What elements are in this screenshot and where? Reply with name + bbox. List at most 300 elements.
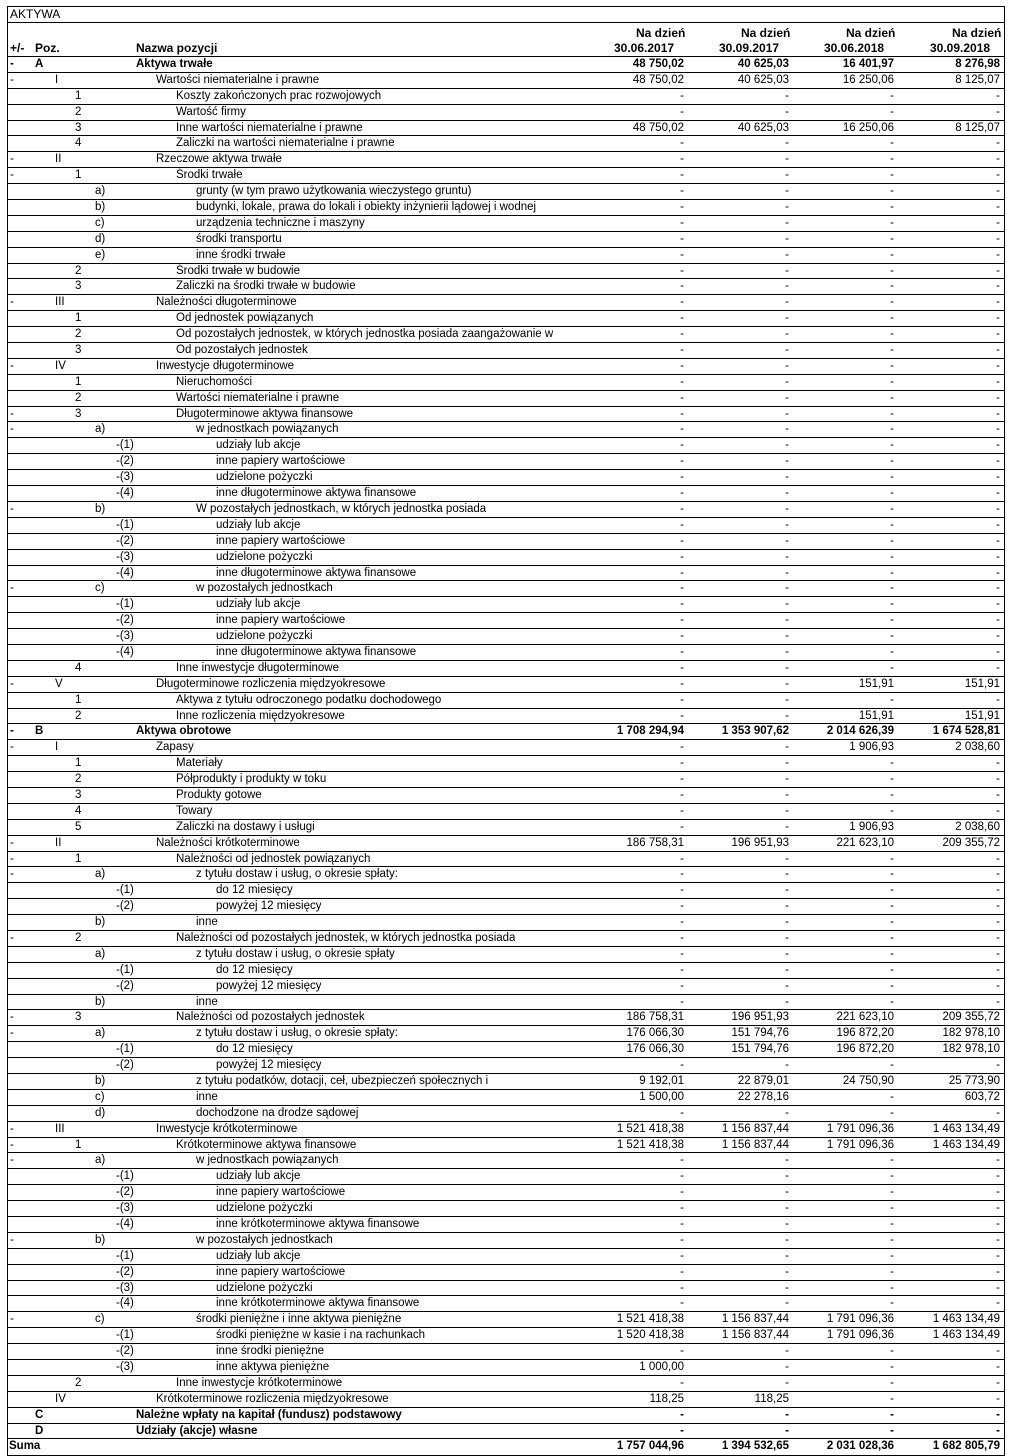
row-name: Należności od jednostek powiązanych [176, 852, 371, 865]
row-position: -(1) [116, 1170, 134, 1183]
row-value-col2: - [785, 868, 789, 881]
row-value-col1: - [680, 455, 684, 468]
row-value-col1: - [680, 1424, 684, 1437]
table-row [8, 1312, 1004, 1328]
row-value-col2: - [785, 1408, 789, 1421]
row-value-col1: 1 520 418,38 [616, 1329, 684, 1342]
table-row [8, 883, 1004, 899]
row-position: b) [95, 1233, 106, 1246]
row-name: Koszty zakończonych prac rozwojowych [176, 89, 382, 102]
row-position: D [35, 1424, 44, 1437]
row-value-col3: - [890, 439, 894, 452]
table-row [8, 375, 1004, 391]
table-row [8, 709, 1004, 725]
row-value-col4: 2 038,60 [955, 820, 1000, 833]
row-value-col2: - [785, 264, 789, 277]
row-name: udziały lub akcje [216, 518, 301, 531]
table-row [8, 979, 1004, 995]
row-value-col3: 151,91 [858, 677, 894, 690]
row-value-col3: - [890, 1376, 894, 1389]
row-value-col3: - [890, 471, 894, 484]
row-value-col3: - [890, 788, 894, 801]
row-value-col1: - [680, 757, 684, 770]
row-value-col1: - [680, 280, 684, 293]
row-position: -(1) [116, 1043, 134, 1056]
row-value-col3: 16 250,06 [842, 121, 894, 134]
row-value-col3: 1 906,93 [849, 820, 894, 833]
row-value-col1: - [680, 820, 684, 833]
row-value-col3: - [890, 248, 894, 261]
row-name: z tytułu dostaw i usług, o okresie spłaty: [196, 1027, 398, 1040]
table-row [8, 566, 1004, 582]
row-value-col2: - [785, 280, 789, 293]
row-value-col1: - [680, 868, 684, 881]
row-name: Zaliczki na środki trwałe w budowie [176, 280, 356, 293]
row-value-col3: - [890, 1424, 894, 1437]
row-name: Rzeczowe aktywa trwałe [156, 153, 282, 166]
row-sign: - [10, 153, 14, 166]
row-value-col3: - [890, 216, 894, 229]
row-value-col3: - [890, 645, 894, 658]
row-sign: - [10, 1027, 14, 1040]
row-value-col4: - [996, 757, 1000, 770]
row-value-col4: - [996, 566, 1000, 579]
row-value-col2: - [785, 344, 789, 357]
row-position: a) [95, 423, 106, 436]
table-row [8, 1296, 1004, 1312]
row-name: Zapasy [156, 741, 194, 754]
row-value-col4: - [996, 280, 1000, 293]
row-value-col1: 1 500,00 [639, 1090, 684, 1103]
table-row [8, 216, 1004, 232]
row-value-col1: - [680, 471, 684, 484]
row-value-col1: - [680, 709, 684, 722]
row-position: -(2) [116, 900, 134, 913]
row-value-col2: - [785, 1424, 789, 1437]
table-row [8, 136, 1004, 152]
row-value-col4: 2 038,60 [955, 741, 1000, 754]
row-value-col4: - [996, 1170, 1000, 1183]
row-value-col1: 1 708 294,94 [616, 725, 684, 738]
table-row [8, 1408, 1004, 1424]
row-value-col4: - [996, 89, 1000, 102]
row-value-col4: - [996, 375, 1000, 388]
row-value-col3: - [890, 534, 894, 547]
row-position: III [55, 296, 65, 309]
table-row [8, 1042, 1004, 1058]
row-position: -(3) [116, 1361, 134, 1374]
row-position: -(1) [116, 598, 134, 611]
table-row [8, 963, 1004, 979]
row-value-col2: - [785, 153, 789, 166]
row-value-col4: - [996, 900, 1000, 913]
row-value-col3: - [890, 884, 894, 897]
row-value-col3: 1 791 096,36 [826, 1313, 894, 1326]
row-value-col3: - [890, 423, 894, 436]
row-value-col1: - [680, 916, 684, 929]
row-value-col4: 8 125,07 [955, 73, 1000, 86]
row-value-col2: 40 625,03 [737, 121, 789, 134]
row-value-col4: - [996, 312, 1000, 325]
row-value-col2: - [785, 741, 789, 754]
row-value-col4: - [996, 645, 1000, 658]
row-value-col1: - [680, 614, 684, 627]
row-value-col2: - [785, 1249, 789, 1262]
row-position: -(1) [116, 1249, 134, 1262]
row-position: a) [95, 868, 106, 881]
row-value-col4: - [996, 328, 1000, 341]
row-position: -(4) [116, 487, 134, 500]
table-row [8, 613, 1004, 629]
row-name: Krótkoterminowe rozliczenia międzyokresowe [156, 1392, 389, 1405]
row-value-col2: - [785, 550, 789, 563]
row-value-col3: - [890, 105, 894, 118]
row-value-col3: 196 872,20 [836, 1043, 894, 1056]
row-value-col2: 40 625,03 [737, 58, 789, 70]
row-value-col1: 1 521 418,38 [616, 1313, 684, 1326]
row-value-col4: - [996, 788, 1000, 801]
row-name: środki pieniężne i inne aktywa pieniężne [196, 1313, 402, 1326]
row-value-col2: - [785, 677, 789, 690]
row-sign: - [10, 296, 14, 309]
row-sign: - [10, 582, 14, 595]
row-position: 3 [75, 788, 82, 801]
row-value-col4: 209 355,72 [942, 836, 1000, 849]
row-value-col4: - [996, 534, 1000, 547]
row-value-col1: 1 521 418,38 [616, 1138, 684, 1151]
row-value-col4: 209 355,72 [942, 1011, 1000, 1024]
row-value-col2: 22 879,01 [737, 1075, 789, 1087]
table-row [8, 89, 1004, 105]
row-value-col1: 118,25 [649, 1392, 684, 1405]
table-row [8, 693, 1004, 709]
row-value-col4: - [996, 1233, 1000, 1246]
row-value-col3: - [890, 201, 894, 214]
row-value-col4: - [996, 804, 1000, 817]
table-row [8, 264, 1004, 280]
row-value-col2: - [785, 248, 789, 261]
header-pos: Poz. [35, 41, 60, 55]
table-row [8, 661, 1004, 677]
row-name: inne środki trwałe [196, 248, 286, 261]
table-row [8, 995, 1004, 1011]
table-row [8, 867, 1004, 883]
header-col4-top: Na dzień [952, 26, 1002, 40]
row-position: 1 [75, 312, 82, 325]
row-sign: - [10, 741, 14, 754]
row-value-col3: - [890, 931, 894, 944]
row-value-col2: 151 794,76 [731, 1043, 789, 1056]
row-value-col4: - [996, 1218, 1000, 1231]
table-row [8, 550, 1004, 566]
row-value-col4: - [996, 423, 1000, 436]
header-col4-date: 30.09.2018 [930, 41, 991, 55]
row-value-col2: - [785, 757, 789, 770]
row-value-col1: - [680, 423, 684, 436]
row-name: Wartość firmy [176, 105, 246, 118]
row-position: -(1) [116, 1329, 134, 1342]
header-col2-top: Na dzień [741, 26, 791, 40]
row-position: 4 [75, 137, 82, 150]
row-value-col1: - [680, 900, 684, 913]
table-row [8, 359, 1004, 375]
table-row [8, 724, 1004, 740]
row-name: inne aktywa pieniężne [216, 1361, 330, 1374]
row-value-col3: - [890, 979, 894, 992]
row-value-col1: - [680, 153, 684, 166]
row-value-col2: - [785, 947, 789, 960]
row-value-col2: - [785, 169, 789, 182]
row-position: 1 [75, 757, 82, 770]
row-name: do 12 miesięcy [216, 1043, 293, 1056]
row-name: udzielone pożyczki [216, 550, 313, 563]
row-value-col1: - [680, 232, 684, 245]
row-value-col4: 182 978,10 [942, 1027, 1000, 1040]
row-name: Od jednostek powiązanych [176, 312, 314, 325]
row-value-col3: - [890, 312, 894, 325]
row-value-col1: - [680, 963, 684, 976]
row-value-col4: - [996, 1424, 1000, 1437]
row-value-col4: - [996, 1345, 1000, 1358]
row-name: Długoterminowe rozliczenia międzyokresowe [156, 677, 386, 690]
row-sign: - [10, 1138, 14, 1151]
row-value-col1: - [680, 328, 684, 341]
row-position: 2 [75, 773, 82, 786]
row-value-col4: 8 125,07 [955, 121, 1000, 134]
row-value-col3: - [890, 900, 894, 913]
row-value-col4: - [996, 884, 1000, 897]
row-value-col4: - [996, 344, 1000, 357]
table-row [8, 1217, 1004, 1233]
row-value-col4: - [996, 296, 1000, 309]
row-value-col2: 118,25 [754, 1392, 789, 1405]
row-name: udziały lub akcje [216, 1170, 301, 1183]
row-value-col3: - [890, 693, 894, 706]
row-position: IV [55, 359, 66, 372]
row-name: z tytułu podatków, dotacji, ceł, ubezpieczeń społecznych i [196, 1075, 489, 1087]
row-name: w jednostkach powiązanych [196, 1154, 339, 1167]
table-row [8, 1344, 1004, 1360]
row-value-col2: 1 156 837,44 [721, 1313, 789, 1326]
row-value-col1: - [680, 1345, 684, 1358]
row-position: 4 [75, 661, 82, 674]
table-row [8, 454, 1004, 470]
row-value-col2: - [785, 614, 789, 627]
row-name: powyżej 12 miesięcy [216, 900, 322, 913]
row-position: a) [95, 947, 106, 960]
row-name: grunty (w tym prawo użytkowania wieczystego gruntu) [196, 185, 472, 198]
row-name: środki pieniężne w kasie i na rachunkach [216, 1329, 426, 1342]
row-value-col1: - [680, 502, 684, 515]
row-value-col3: - [890, 1170, 894, 1183]
table-row [8, 1169, 1004, 1185]
row-position: -(4) [116, 566, 134, 579]
row-sign: - [10, 58, 14, 70]
row-position: a) [95, 185, 106, 198]
row-value-col3: - [890, 757, 894, 770]
row-value-col3: - [890, 614, 894, 627]
row-name: powyżej 12 miesięcy [216, 979, 322, 992]
row-value-col1: - [680, 741, 684, 754]
row-value-col2: 196 951,93 [731, 1011, 789, 1024]
table-row [8, 1281, 1004, 1297]
table-row [8, 645, 1004, 661]
row-value-col3: - [890, 375, 894, 388]
row-value-col1: - [680, 1186, 684, 1199]
row-position: V [55, 677, 63, 690]
row-value-col1: 1 521 418,38 [616, 1122, 684, 1135]
row-value-col2: - [785, 1361, 789, 1374]
row-position: c) [95, 1090, 105, 1103]
row-position: -(2) [116, 1345, 134, 1358]
row-position: 2 [75, 105, 82, 118]
row-name: Inne wartości niematerialne i prawne [176, 121, 363, 134]
row-value-col1: 186 758,31 [626, 1011, 684, 1024]
table-body [8, 57, 1004, 1455]
row-value-col4: 25 773,90 [948, 1075, 1000, 1087]
row-position: d) [95, 232, 106, 245]
row-value-col2: - [785, 1154, 789, 1167]
row-name: Wartości niematerialne i prawne [156, 73, 320, 86]
row-value-col3: - [890, 153, 894, 166]
row-value-col4: 1 674 528,81 [932, 725, 1000, 738]
row-name: inne papiery wartościowe [216, 455, 346, 468]
table-row [8, 311, 1004, 327]
row-value-col4: 603,72 [964, 1090, 1000, 1103]
row-value-col4: 8 276,98 [955, 58, 1000, 70]
row-value-col1: - [680, 1233, 684, 1246]
row-value-col2: 1 156 837,44 [721, 1329, 789, 1342]
row-value-col4: - [996, 916, 1000, 929]
row-position: 3 [75, 344, 82, 357]
row-value-col3: - [890, 1345, 894, 1358]
row-value-col3: - [890, 598, 894, 611]
row-position: C [35, 1408, 44, 1421]
row-value-col2: - [785, 1297, 789, 1310]
row-value-col1: - [680, 566, 684, 579]
row-value-col3: - [890, 1249, 894, 1262]
row-position: -(2) [116, 979, 134, 992]
row-value-col1: - [680, 598, 684, 611]
row-value-col2: - [785, 471, 789, 484]
row-name: inne [196, 1090, 218, 1103]
row-value-col3: - [890, 773, 894, 786]
table-row [8, 740, 1004, 756]
row-value-col4: - [996, 201, 1000, 214]
table-row [8, 1201, 1004, 1217]
row-value-col3: - [890, 502, 894, 515]
row-sign: - [10, 931, 14, 944]
row-value-col3: - [890, 264, 894, 277]
table-row [8, 852, 1004, 868]
row-value-col1: - [680, 804, 684, 817]
row-position: -(2) [116, 614, 134, 627]
row-value-col3: 151,91 [858, 709, 894, 722]
row-position: -(3) [116, 1202, 134, 1215]
row-value-col3: - [890, 1297, 894, 1310]
row-value-col4: - [996, 947, 1000, 960]
table-row [8, 1074, 1004, 1090]
row-value-col1: - [680, 979, 684, 992]
row-position: -(1) [116, 884, 134, 897]
row-value-col3: - [890, 89, 894, 102]
row-sign: - [10, 725, 14, 738]
row-value-col2: - [785, 216, 789, 229]
row-position: b) [95, 1075, 106, 1087]
row-value-col1: 186 758,31 [626, 836, 684, 849]
row-value-col3: - [890, 1392, 894, 1405]
row-name: dochodzone na drodze sądowej [196, 1106, 359, 1119]
row-value-col4: - [996, 471, 1000, 484]
row-value-col2: - [785, 1059, 789, 1072]
table-row [8, 200, 1004, 216]
row-value-col4: - [996, 995, 1000, 1008]
row-value-col2: - [785, 995, 789, 1008]
row-name: Inne inwestycje długoterminowe [176, 661, 340, 674]
row-name: inne długoterminowe aktywa finansowe [216, 487, 417, 500]
row-name: Inwestycje długoterminowe [156, 359, 295, 372]
table-row [8, 1010, 1004, 1026]
row-value-col4: - [996, 1059, 1000, 1072]
table-row [8, 279, 1004, 295]
row-name: Należności krótkoterminowe [156, 836, 300, 849]
row-name: inne papiery wartościowe [216, 1186, 346, 1199]
row-value-col4: - [996, 439, 1000, 452]
row-name: udziały lub akcje [216, 598, 301, 611]
row-position: 2 [75, 709, 82, 722]
table-row [8, 343, 1004, 359]
table-row [8, 1153, 1004, 1169]
row-value-col3: 1 791 096,36 [826, 1329, 894, 1342]
row-value-col4: 1 463 134,49 [932, 1138, 1000, 1151]
table-row [8, 1328, 1004, 1344]
row-position: c) [95, 1313, 105, 1326]
row-value-col4: - [996, 185, 1000, 198]
table-row [8, 1439, 1004, 1455]
row-value-col4: - [996, 407, 1000, 420]
row-position: -(3) [116, 471, 134, 484]
row-value-col4: - [996, 169, 1000, 182]
row-name: inne krótkoterminowe aktywa finansowe [216, 1218, 420, 1231]
row-value-col2: - [785, 598, 789, 611]
row-name: Należne wpłaty na kapitał (fundusz) podstawowy [136, 1408, 402, 1421]
row-sign: - [10, 868, 14, 881]
row-value-col4: 151,91 [964, 677, 1000, 690]
row-value-col4: - [996, 868, 1000, 881]
row-value-col1: - [680, 518, 684, 531]
row-position: -(3) [116, 550, 134, 563]
row-name: udziały lub akcje [216, 439, 301, 452]
row-value-col4: 151,91 [964, 709, 1000, 722]
row-value-col2: 1 353 907,62 [721, 725, 789, 738]
row-name: do 12 miesięcy [216, 884, 293, 897]
row-value-col1: - [680, 1059, 684, 1072]
table-row [8, 1424, 1004, 1440]
row-value-col4: - [996, 359, 1000, 372]
row-value-col4: - [996, 1186, 1000, 1199]
row-value-col3: - [890, 487, 894, 500]
row-value-col1: - [680, 89, 684, 102]
row-value-col2: - [785, 1218, 789, 1231]
row-value-col1: - [680, 1408, 684, 1421]
row-value-col4: - [996, 963, 1000, 976]
row-value-col2: - [785, 487, 789, 500]
row-value-col1: 1 000,00 [639, 1361, 684, 1374]
row-position: -(2) [116, 1059, 134, 1072]
row-value-col2: - [785, 534, 789, 547]
table-header [8, 23, 1004, 57]
row-value-col2: 1 156 837,44 [721, 1138, 789, 1151]
